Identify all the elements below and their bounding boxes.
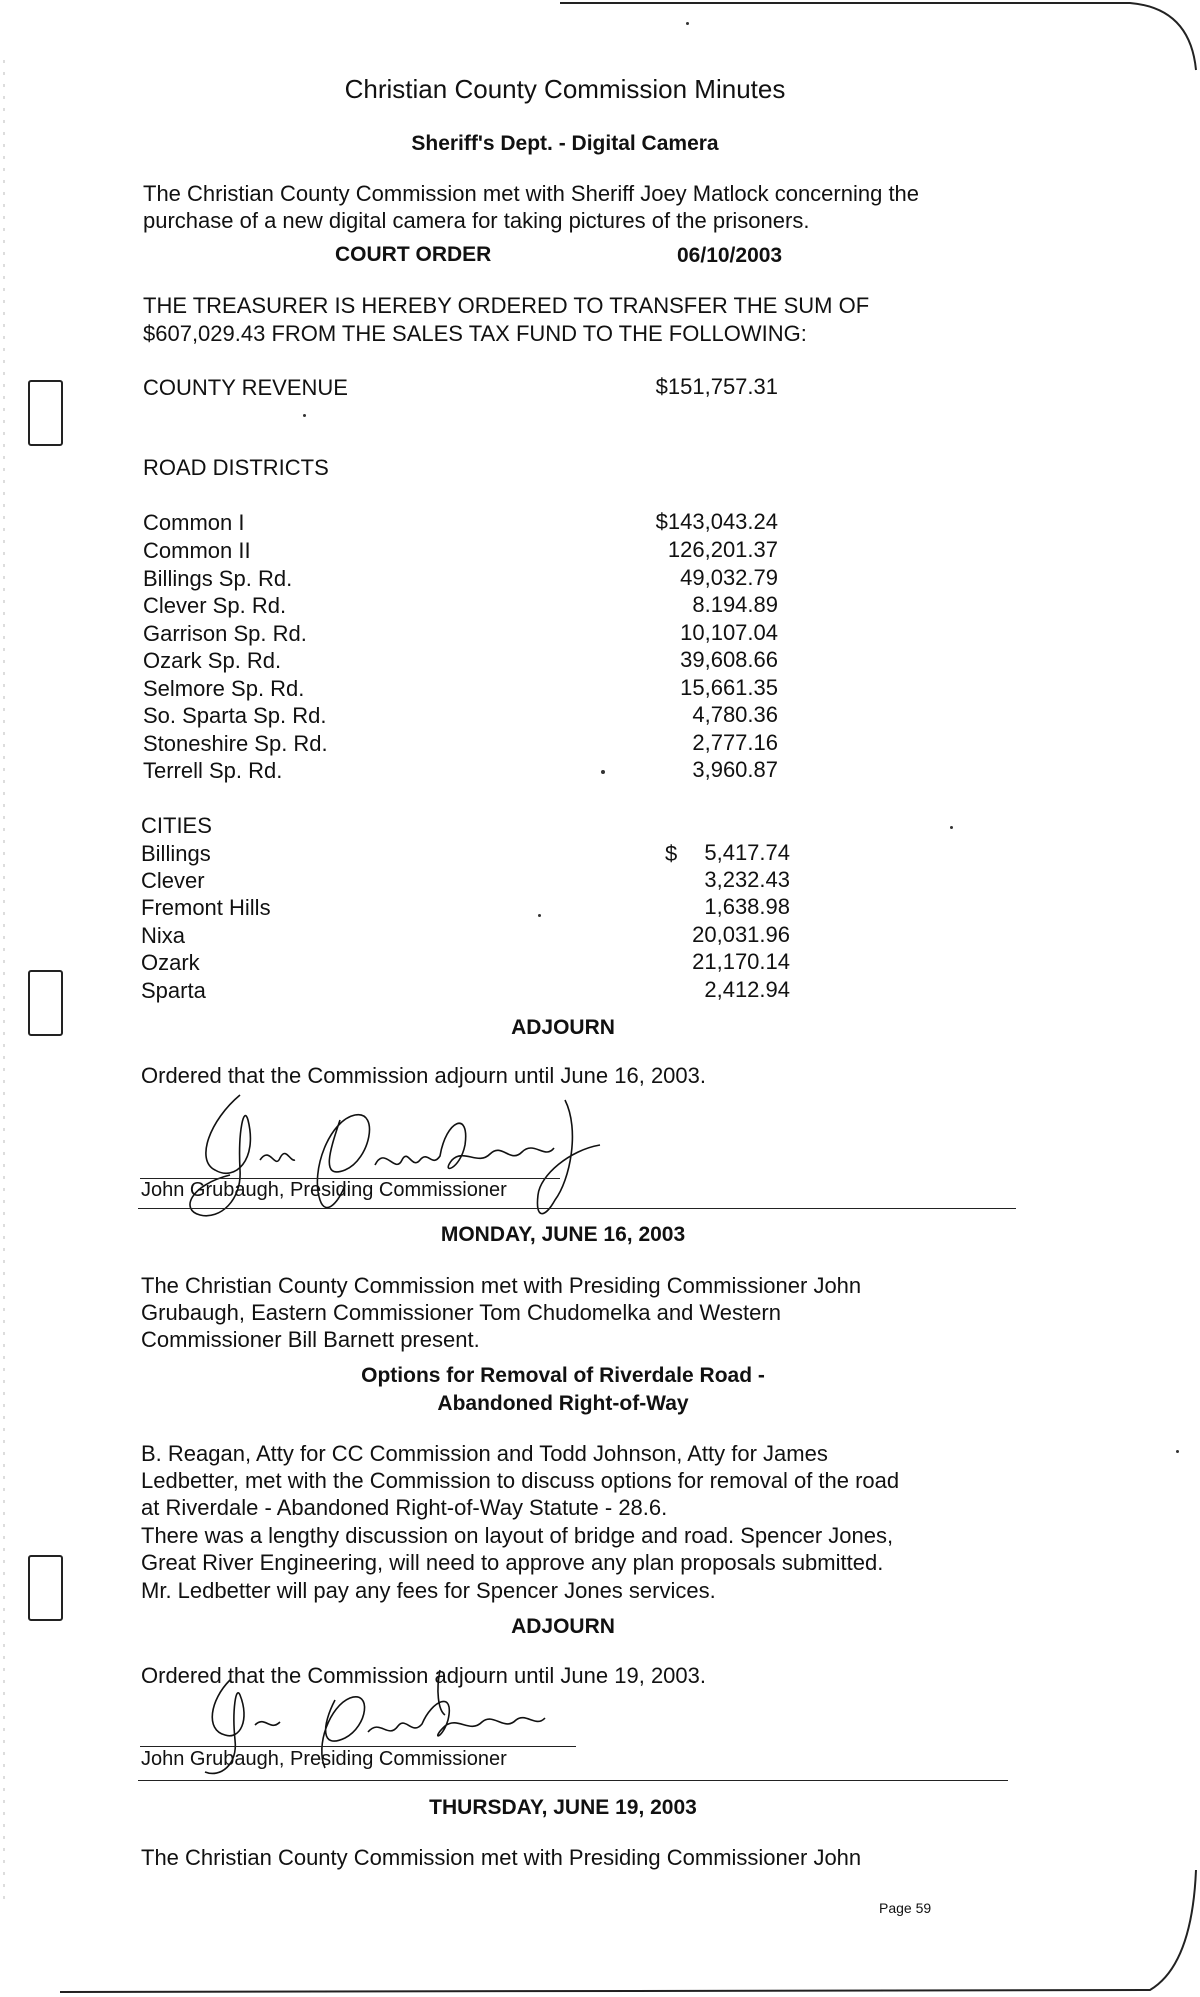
road-district-amount: 10,107.04: [680, 620, 778, 645]
road-district-name: Garrison Sp. Rd.: [143, 621, 307, 646]
paragraph-line: Ledbetter, met with the Commission to discuss options for removal of the road: [141, 1468, 900, 1493]
road-district-amount: 3,960.87: [692, 757, 778, 782]
paragraph-line: B. Reagan, Atty for CC Commission and Todd Johnson, Atty for James: [141, 1441, 828, 1466]
signature-caption: John Grubaugh, Presiding Commissioner: [141, 1748, 507, 1770]
page-number: Page 59: [879, 1900, 932, 1916]
county-revenue-amount: $151,757.31: [655, 374, 778, 399]
paragraph-line: purchase of a new digital camera for taking pictures of the prisoners.: [143, 208, 810, 233]
cities-heading: CITIES: [141, 813, 212, 838]
road-district-name: Ozark Sp. Rd.: [143, 648, 282, 673]
court-order-date: 06/10/2003: [677, 244, 783, 267]
city-name: Ozark: [141, 950, 200, 975]
options-heading: Options for Removal of Riverdale Road -: [361, 1364, 765, 1387]
adjourn-text: Ordered that the Commission adjourn until June 19, 2003.: [141, 1663, 706, 1688]
page-title: Christian County Commission Minutes: [344, 74, 786, 104]
date-heading-thursday: THURSDAY, JUNE 19, 2003: [429, 1796, 697, 1819]
city-amount: 1,638.98: [704, 894, 790, 919]
paragraph-line: Great River Engineering, will need to approve any plan proposals submitted.: [141, 1550, 884, 1575]
road-district-name: Billings Sp. Rd.: [143, 566, 293, 591]
adjourn-heading: ADJOURN: [511, 1016, 615, 1039]
city-name: Fremont Hills: [141, 895, 271, 920]
section-divider: [138, 1780, 1008, 1781]
speck: [303, 414, 306, 417]
order-text-line: THE TREASURER IS HEREBY ORDERED TO TRANSFER THE SUM OF: [143, 293, 870, 318]
speck: [538, 914, 541, 917]
speck: [1176, 1450, 1179, 1453]
city-name: Nixa: [141, 923, 186, 948]
road-districts-heading: ROAD DISTRICTS: [143, 455, 329, 480]
road-district-amount: 2,777.16: [692, 730, 778, 755]
road-district-amount: 15,661.35: [680, 675, 778, 700]
city-name: Clever: [141, 868, 205, 893]
section-heading-camera: Sheriff's Dept. - Digital Camera: [411, 132, 719, 155]
section-divider: [138, 1208, 1016, 1209]
road-district-amount: 8.194.89: [692, 592, 778, 617]
paragraph-line: There was a lengthy discussion on layout of bridge and road. Spencer Jones,: [141, 1523, 894, 1548]
city-amount: 20,031.96: [692, 922, 790, 947]
speck: [686, 22, 689, 25]
road-district-amount: 126,201.37: [667, 537, 778, 562]
date-heading-monday: MONDAY, JUNE 16, 2003: [440, 1223, 686, 1246]
county-revenue-label: COUNTY REVENUE: [143, 375, 348, 400]
options-heading: Abandoned Right-of-Way: [437, 1392, 689, 1415]
city-amount: 3,232.43: [704, 867, 790, 892]
road-district-name: Clever Sp. Rd.: [143, 593, 287, 618]
paragraph-line: Mr. Ledbetter will pay any fees for Spencer Jones services.: [141, 1578, 716, 1603]
city-amount: 5,417.74: [704, 840, 790, 865]
paragraph-line: The Christian County Commission met with Sheriff Joey Matlock concerning the: [143, 181, 920, 206]
city-amount: 2,412.94: [704, 977, 790, 1002]
road-district-amount: 39,608.66: [680, 647, 778, 672]
paragraph-line: at Riverdale - Abandoned Right-of-Way Statute - 28.6.: [141, 1495, 668, 1520]
speck: [950, 826, 953, 829]
road-district-amount: $143,043.24: [655, 509, 778, 534]
adjourn-text: Ordered that the Commission adjourn until June 16, 2003.: [141, 1063, 706, 1088]
paragraph-line: The Christian County Commission met with Presiding Commissioner John: [141, 1845, 862, 1870]
paragraph-line: Commissioner Bill Barnett present.: [141, 1327, 480, 1352]
city-dollar-sign: $: [665, 841, 678, 866]
signature-caption: John Grubaugh, Presiding Commissioner: [141, 1179, 507, 1201]
signature-image: [140, 1090, 620, 1225]
paragraph-line: Grubaugh, Eastern Commissioner Tom Chudomelka and Western: [141, 1300, 781, 1325]
road-district-name: Stoneshire Sp. Rd.: [143, 731, 328, 756]
paragraph-line: The Christian County Commission met with Presiding Commissioner John: [141, 1273, 862, 1298]
city-name: Sparta: [141, 978, 206, 1003]
binder-hole-bottom: [28, 1555, 63, 1621]
city-name: Billings: [141, 841, 211, 866]
road-district-name: So. Sparta Sp. Rd.: [143, 703, 327, 728]
order-text-line: $607,029.43 FROM THE SALES TAX FUND TO THE FOLLOWING:: [143, 321, 807, 346]
road-district-name: Selmore Sp. Rd.: [143, 676, 305, 701]
court-order-label: COURT ORDER: [335, 243, 492, 266]
road-district-amount: 4,780.36: [692, 702, 778, 727]
binder-hole-top: [28, 380, 63, 446]
adjourn-heading: ADJOURN: [511, 1615, 615, 1638]
road-district-name: Terrell Sp. Rd.: [143, 758, 283, 783]
road-district-name: Common I: [143, 510, 245, 535]
road-district-name: Common II: [143, 538, 251, 563]
road-district-amount: 49,032.79: [680, 565, 778, 590]
city-amount: 21,170.14: [692, 949, 790, 974]
